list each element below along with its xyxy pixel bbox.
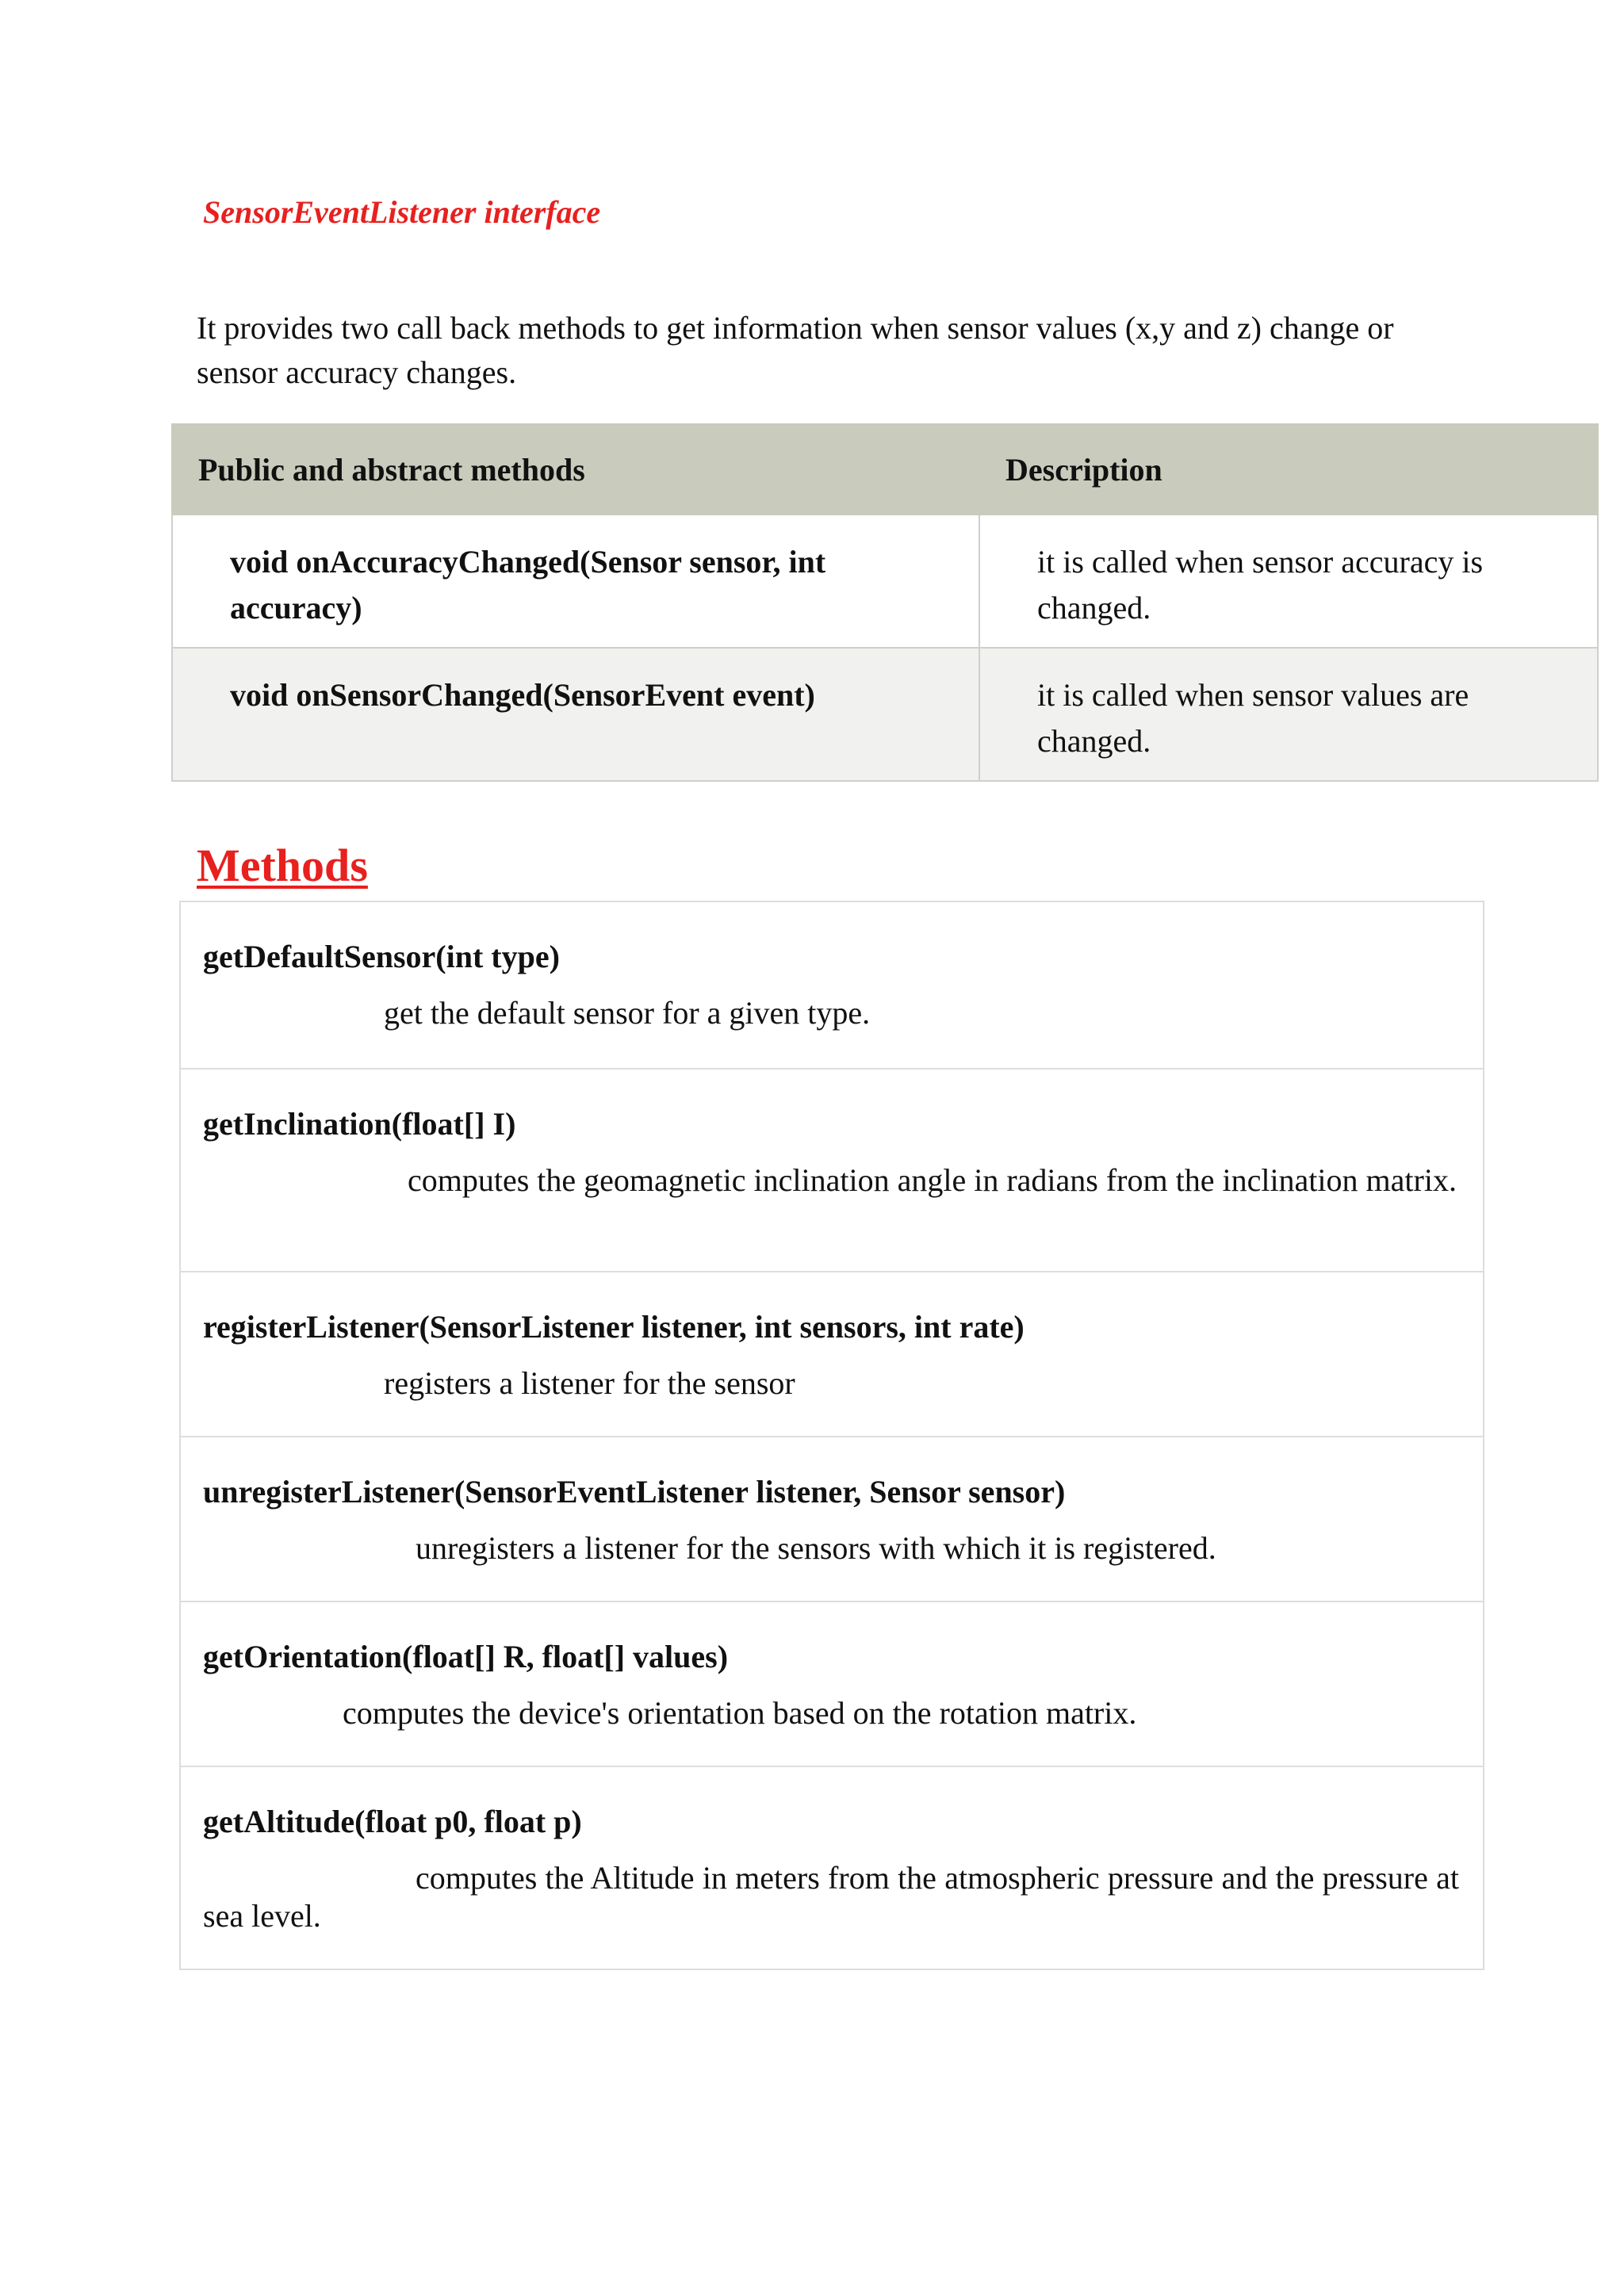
table-row — [172, 515, 1598, 648]
list-item — [181, 902, 1483, 1068]
method-signature: getAltitude(float p0, float p) — [203, 1804, 582, 1839]
column-header-description: Description — [979, 424, 1598, 515]
method-signature: getOrientation(float[] R, float[] values) — [203, 1639, 729, 1674]
method-signature: registerListener(SensorListener listener, int sensors, int rate) — [203, 1309, 1025, 1345]
method-description: computes the device's orientation based on the rotation matrix. — [343, 1695, 1137, 1731]
description-cell: it is called when sensor values are changed. — [979, 648, 1598, 781]
method-signature: unregisterListener(SensorEventListener listener, Sensor sensor) — [203, 1474, 1066, 1510]
method-signature: getDefaultSensor(int type) — [203, 939, 560, 974]
method-description: unregisters a listener for the sensors with which it is registered. — [416, 1530, 1216, 1566]
table-header-row — [172, 424, 1598, 515]
method-description: registers a listener for the sensor — [384, 1365, 795, 1401]
description-cell: it is called when sensor accuracy is changed. — [979, 515, 1598, 648]
list-item — [181, 1601, 1483, 1766]
table-row — [172, 648, 1598, 781]
intro-paragraph: It provides two call back methods to get information when sensor values (x,y and z) change or sensor accuracy changes. — [197, 310, 1394, 390]
methods-heading: Methods — [197, 840, 368, 891]
column-header-methods: Public and abstract methods — [172, 424, 979, 515]
list-item — [181, 1766, 1483, 1969]
method-description: computes the Altitude in meters from the atmospheric pressure and the pressure at sea level. — [203, 1860, 1459, 1934]
list-item — [181, 1271, 1483, 1436]
list-item — [181, 1436, 1483, 1601]
method-description: computes the geomagnetic inclination angle in radians from the inclination matrix. — [408, 1162, 1457, 1198]
method-signature: getInclination(float[] I) — [203, 1106, 516, 1142]
section-subtitle: SensorEventListener interface — [203, 194, 601, 230]
method-cell: void onAccuracyChanged(Sensor sensor, int accuracy) — [172, 515, 979, 648]
interface-methods-table — [171, 423, 1599, 782]
method-description: get the default sensor for a given type. — [384, 995, 871, 1031]
methods-list — [179, 901, 1484, 1970]
list-item — [181, 1068, 1483, 1271]
method-cell: void onSensorChanged(SensorEvent event) — [172, 648, 979, 781]
